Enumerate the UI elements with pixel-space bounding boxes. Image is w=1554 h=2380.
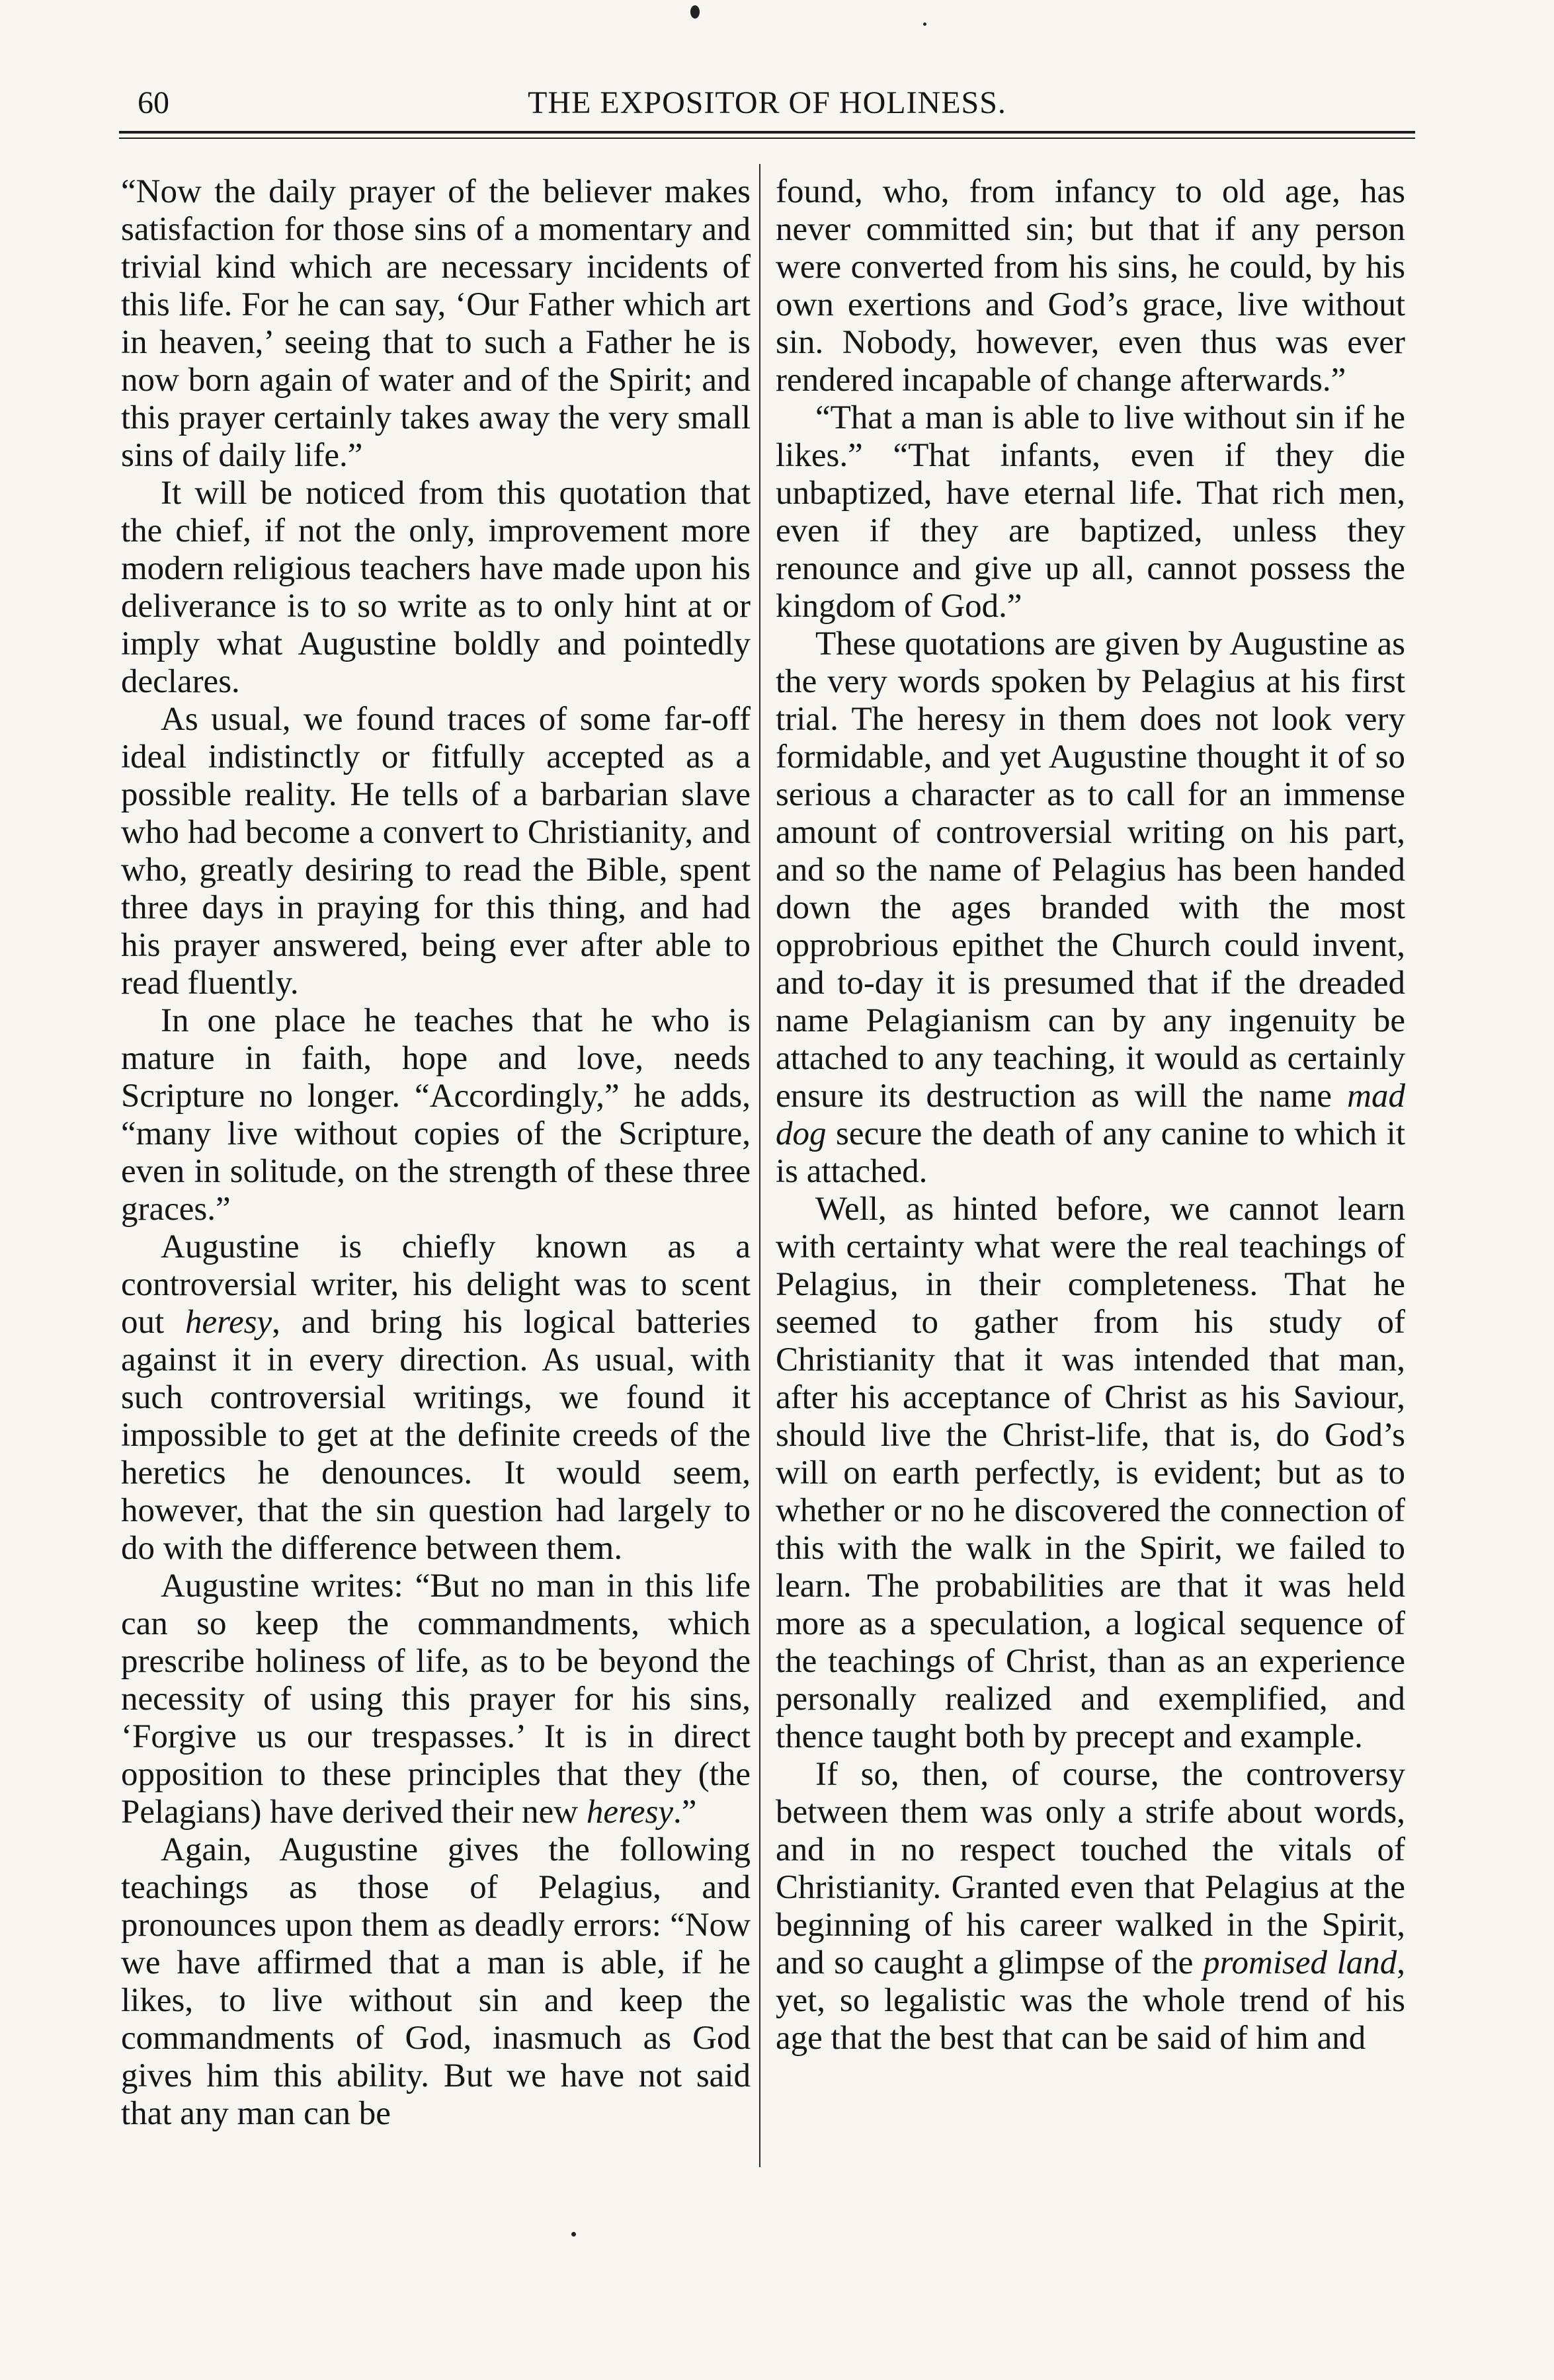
running-title: THE EXPOSITOR OF HOLINESS. [528,85,1006,120]
paragraph: “Now the daily prayer of the believer makes satisfaction for those sins of a momentary and trivial kind which are necessary incidents of this life. For he can say, ‘Our Father which art in heaven,’ seeing that to such a Father he is now born again of water and of the Spirit; and this prayer certainly takes away the very small sins of daily life.” [121,173,751,474]
column-divider [759,164,760,2167]
paragraph: “That a man is able to live without sin if he likes.” “That infants, even if they die unbaptized, have eternal life. That rich men, even if they are baptized, unless they renounce and give up all, cannot possess the kingdom of God.” [776,399,1405,625]
paragraph: As usual, we found traces of some far-off ideal indistinctly or fitfully accepted as a possible reality. He tells of a barbarian slave who had become a convert to Christianity, and who, greatly desiring to read the Bible, spent three days in praying for this thing, and had his prayer answered, being ever after able to read fluently. [121,701,751,1002]
paragraph: Again, Augustine gives the following teachings as those of Pelagius, and pronounces upon them as deadly errors: “Now we have affirmed that a man is able, if he likes, to live without sin and keep the commandments of God, inasmuch as God gives him this ability. But we have not said that any man can be [121,1831,751,2132]
italic-phrase: heresy [586,1794,674,1831]
italic-phrase: promised land [1203,1944,1397,1981]
paragraph: found, who, from infancy to old age, has never committed sin; but that if any person were converted from his sins, he could, by his own exertions and God’s grace, live without sin. Nobody, however, even thus was ever rendered incapable of change afterwards.” [776,173,1405,399]
paragraph: If so, then, of course, the controversy between them was only a strife about words, and in no respect touched the vitals of Christianity. Granted even that Pelagius at the beginning of his career walked in the Spirit, and so caught a glimpse of the promised land, yet, so legalistic was the whole trend of his age that the best that can be said of him and [776,1756,1406,2057]
paragraph: Augustine writes: “But no man in this life can so keep the commandments, which prescribe holiness of life, as to be beyond the necessity of using this prayer for his sins, ‘Forgive us our trespasses.’ It is in direct opposition to these principles that they (the Pelagians) have derived their new heresy.” [121,1567,751,1831]
ink-speck-top [690,5,700,19]
paragraph: Augustine is chiefly known as a controversial writer, his delight was to scent out heresy, and bring his logical batteries against it in every direction. As usual, with such controversial writings, we found it impossible to get at the definite creeds of the heretics he denounces. It would seem, however, that the sin question had largely to do with the difference between them. [121,1228,751,1567]
header-rule-thin [119,138,1415,139]
ink-speck-bottom [571,2232,576,2237]
italic-phrase: mad dog [776,1078,1405,1152]
right-column [776,173,1405,2057]
paragraph: These quotations are given by Augustine as the very words spoken by Pelagius at his first trial. The heresy in them does not look very formidable, and yet Augustine thought it of so serious a character as to call for an immense amount of controversial writing on his part, and so the name of Pelagius has been handed down the ages branded with the most opprobrious epithet the Church could invent, and to-day it is presumed that if the dreaded name Pelagianism can by any ingenuity be attached to any teaching, it would as certainly ensure its destruction as will the name mad dog secure the death of any canine to which it is attached. [776,625,1405,1190]
page-number: 60 [138,85,169,120]
running-header [119,85,1415,124]
italic-phrase: heresy [184,1304,272,1341]
ink-speck-top-right [923,22,926,26]
left-column [121,173,751,2133]
paragraph: Well, as hinted before, we cannot learn with certainty what were the real teachings of Pelagius, in their completeness. That he seemed to gather from his study of Christianity that it was intended that man, after his acceptance of Christ as his Saviour, should live the Christ-life, that is, do God’s will on earth perfectly, is evident; but as to whether or no he discovered the connection of this with the walk in the Spirit, we failed to learn. The probabilities are that it was held more as a speculation, a logical sequence of the teachings of Christ, than as an experience personally realized and exemplified, and thence taught both by precept and example. [776,1191,1405,1755]
header-rule-thick [119,131,1415,134]
paragraph: It will be noticed from this quotation that the chief, if not the only, improvement more modern religious teachers have made upon his deliverance is to so write as to only hint at or imply what Augustine boldly and pointedly declares. [121,475,751,700]
paragraph: In one place he teaches that he who is mature in faith, hope and love, needs Scripture no longer. “Accordingly,” he adds, “many live without copies of the Scripture, even in solitude, on the strength of these three graces.” [121,1002,751,1228]
